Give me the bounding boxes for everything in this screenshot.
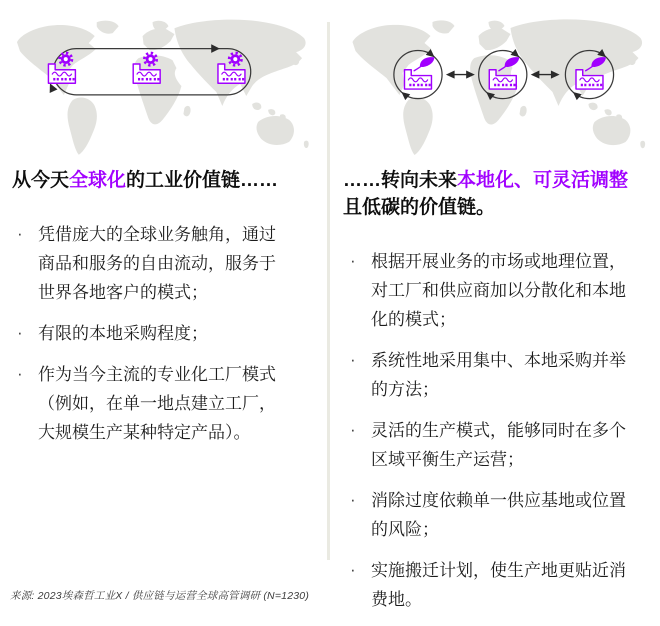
bullet-text: 消除过度依赖单一供应基地或位置的风险； bbox=[371, 490, 626, 539]
right-title bbox=[343, 168, 636, 222]
leaf-icon bbox=[499, 57, 519, 71]
bullet-marker: · bbox=[350, 559, 356, 579]
left-column bbox=[0, 0, 327, 459]
right-column bbox=[331, 0, 660, 626]
list-item bbox=[347, 416, 640, 474]
local-cycles-overlay bbox=[338, 16, 655, 164]
double-arrow-icon bbox=[446, 71, 475, 79]
title-segment: 且低碳的价值链。 bbox=[343, 196, 496, 218]
factory-icon bbox=[48, 64, 75, 83]
list-item bbox=[347, 346, 640, 404]
bullet-text: 系统性地采用集中、本地采购并举的方法； bbox=[371, 350, 626, 399]
right-bullet-list bbox=[347, 247, 640, 614]
cycle-arrow bbox=[565, 50, 613, 98]
gear-icon bbox=[229, 53, 241, 65]
title-segment-accent: 本地化、可灵活调整 bbox=[457, 170, 629, 191]
bullet-text: 凭借庞大的全球业务触角，通过商品和服务的自由流动，服务于世界各地客户的模式； bbox=[38, 224, 276, 302]
bullet-text: 实施搬迁计划，使生产地更贴近消费地。 bbox=[371, 560, 626, 609]
factory-icon bbox=[489, 70, 516, 89]
left-bullet-list bbox=[14, 220, 291, 447]
global-loop-overlay bbox=[7, 16, 322, 164]
factory-icon bbox=[404, 70, 431, 89]
bullet-text: 根据开展业务的市场或地理位置，对工厂和供应商加以分散化和本地化的模式； bbox=[371, 251, 626, 329]
gear-icon bbox=[60, 53, 72, 65]
left-title bbox=[12, 168, 319, 195]
title-segment: ……转向未来 bbox=[343, 170, 458, 191]
list-item bbox=[14, 319, 291, 348]
bullet-text: 作为当今主流的专业化工厂模式（例如，在单一地点建立工厂，大规模生产某种特定产品）。 bbox=[38, 364, 276, 442]
title-segment: 的工业价值链…… bbox=[126, 170, 279, 191]
leaf-icon bbox=[414, 57, 434, 71]
bullet-marker: · bbox=[350, 349, 356, 369]
list-item bbox=[14, 360, 291, 447]
double-arrow-icon bbox=[531, 71, 560, 79]
local-value-chain-diagram bbox=[338, 16, 655, 164]
factory-icon bbox=[133, 64, 160, 83]
list-item bbox=[347, 556, 640, 614]
factory-icon bbox=[576, 70, 603, 89]
list-item bbox=[347, 247, 640, 334]
cycle-arrow bbox=[479, 50, 527, 98]
list-item bbox=[347, 486, 640, 544]
title-segment: 从今天 bbox=[12, 170, 70, 191]
source-note: 来源: 2023埃森哲工业X / 供应链与运营全球高管调研 (N=1230) bbox=[10, 590, 310, 602]
leaf-icon bbox=[586, 57, 606, 71]
bullet-marker: · bbox=[350, 250, 356, 270]
bullet-marker: · bbox=[17, 322, 23, 342]
arrowhead-icon bbox=[211, 44, 220, 53]
factory-icon bbox=[218, 64, 245, 83]
global-value-chain-diagram bbox=[7, 16, 322, 164]
bullet-text: 灵活的生产模式，能够同时在多个区域平衡生产运营； bbox=[371, 420, 626, 469]
cycle-arrow bbox=[394, 50, 442, 98]
gear-icon bbox=[144, 53, 156, 65]
bullet-marker: · bbox=[17, 363, 23, 383]
bullet-marker: · bbox=[350, 489, 356, 509]
title-segment-accent: 全球化 bbox=[69, 170, 127, 191]
list-item bbox=[14, 220, 291, 307]
bullet-marker: · bbox=[350, 419, 356, 439]
bullet-text: 有限的本地采购程度； bbox=[38, 323, 208, 343]
column-divider bbox=[327, 22, 330, 560]
bullet-marker: · bbox=[17, 223, 23, 243]
